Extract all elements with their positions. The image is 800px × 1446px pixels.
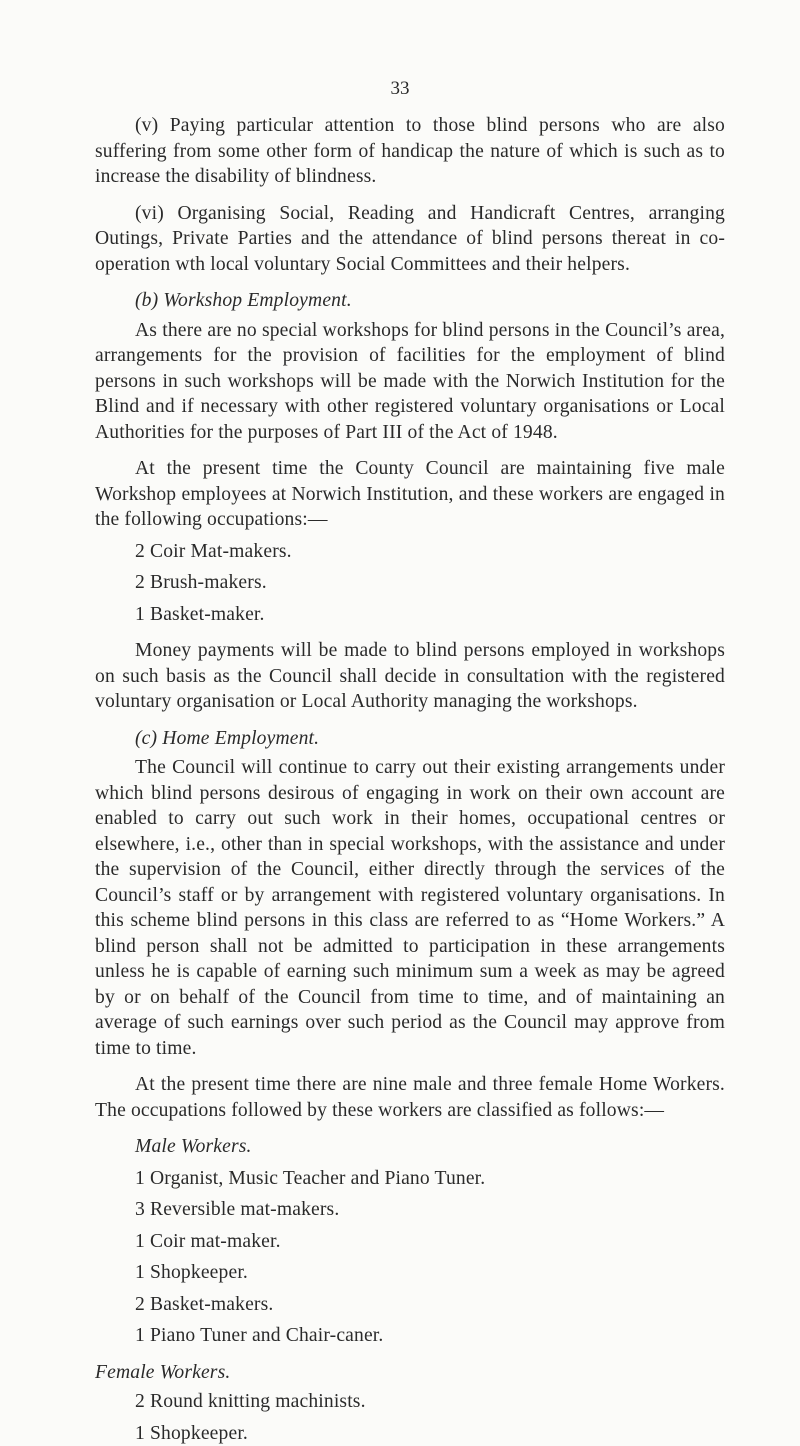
list-item: 2 Round knitting machinists. bbox=[135, 1389, 725, 1415]
female-workers-heading: Female Workers. bbox=[95, 1360, 725, 1386]
list-item: 2 Brush-makers. bbox=[135, 570, 725, 596]
list-item: 1 Shopkeeper. bbox=[135, 1260, 725, 1286]
female-workers-list bbox=[95, 1389, 725, 1446]
workshop-label: (b) bbox=[135, 290, 158, 311]
workshop-paragraph-1: As there are no special workshops for blind persons in the Council’s area, arrangements for the provision of facilities for the employment of blind persons in such workshops will be made with the Norwich Institution for the Blind and if necessary with other registered voluntary organisations or Local Authorities for the purposes of Part III of the Act of 1948. bbox=[95, 318, 725, 446]
list-item: 1 Organist, Music Teacher and Piano Tuner. bbox=[135, 1166, 725, 1192]
item-vi: (vi) Organising Social, Reading and Handicraft Centres, arranging Outings, Private Parties and the attendance of blind persons thereat in co-operation wth local voluntary Social Committees and their helpers. bbox=[95, 201, 725, 278]
list-item: 3 Reversible mat-makers. bbox=[135, 1197, 725, 1223]
page-number: 33 bbox=[0, 78, 800, 100]
document-body bbox=[95, 113, 725, 1446]
workshop-heading bbox=[135, 288, 725, 314]
workshop-occupations-list bbox=[95, 539, 725, 628]
workshop-paragraph-3: Money payments will be made to blind persons employed in workshops on such basis as the Council shall decide in consultation with the registered voluntary organisation or Local Authority managing the workshops. bbox=[95, 638, 725, 715]
item-v: (v) Paying particular attention to those blind persons who are also suffering from some other form of handicap the nature of which is such as to increase the disability of blindness. bbox=[95, 113, 725, 190]
home-title: Home Employment. bbox=[162, 728, 319, 749]
home-label: (c) bbox=[135, 728, 157, 749]
workshop-title: Workshop Employment. bbox=[163, 290, 351, 311]
list-item: 1 Coir mat-maker. bbox=[135, 1229, 725, 1255]
list-item: 1 Basket-maker. bbox=[135, 602, 725, 628]
male-workers-list bbox=[95, 1166, 725, 1349]
home-paragraph-1: The Council will continue to carry out their existing arrangements under which blind persons desirous of engaging in work on their own account are enabled to carry out such work in their homes, occupational centres or elsewhere, i.e., other than in special workshops, with the assistance and under the supervision of the Council, either directly through the services of the Council’s staff or by arrangement with registered voluntary organisations. In this scheme blind persons in this class are referred to as “Home Workers.” A blind person shall not be admitted to participation in these arrangements unless he is capable of earning such minimum sum a week as may be agreed by or on behalf of the Council from time to time, and of maintaining an average of such earnings over such period as the Council may approve from time to time. bbox=[95, 755, 725, 1061]
list-item: 1 Shopkeeper. bbox=[135, 1421, 725, 1446]
home-paragraph-2: At the present time there are nine male and three female Home Workers. The occupations followed by these workers are classified as follows:— bbox=[95, 1072, 725, 1123]
workshop-paragraph-2: At the present time the County Council are maintaining five male Workshop employees at Norwich Institution, and these workers are engaged in the following occupations:— bbox=[95, 456, 725, 533]
list-item: 2 Coir Mat-makers. bbox=[135, 539, 725, 565]
male-workers-heading: Male Workers. bbox=[135, 1134, 725, 1160]
list-item: 2 Basket-makers. bbox=[135, 1292, 725, 1318]
home-heading bbox=[135, 726, 725, 752]
list-item: 1 Piano Tuner and Chair-caner. bbox=[135, 1323, 725, 1349]
